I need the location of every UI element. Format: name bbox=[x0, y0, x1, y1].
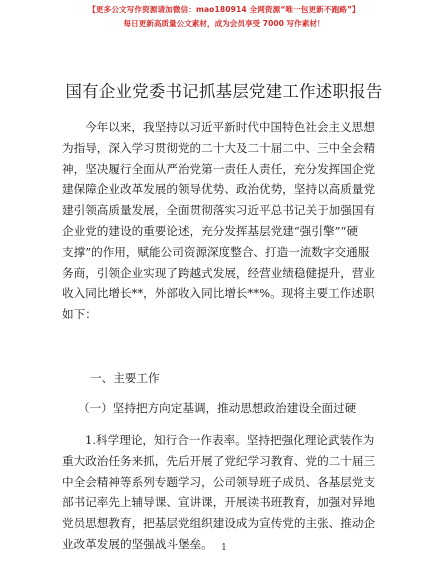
promo-banner bbox=[0, 4, 448, 30]
intro-line: 如下： bbox=[62, 307, 97, 322]
intro-line: 为指导，深入学习贯彻党的二十大及二十届二中、三中全会精 bbox=[62, 140, 376, 155]
paragraph-line: 业改革发展的坚强战斗堡垒。 bbox=[62, 536, 213, 551]
section-heading: 一、主要工作 bbox=[90, 371, 160, 385]
paragraph-line: 党员思想教育，把基层党组织建设成为宣传党的主张、推动企 bbox=[62, 516, 376, 531]
intro-paragraph bbox=[62, 117, 390, 325]
paragraph-line: 重大政治任务来抓，先后开展了党纪学习教育、党的二十届三 bbox=[62, 453, 376, 468]
page-number: 1 bbox=[221, 543, 227, 553]
intro-line: 今年以来，我坚持以习近平新时代中国特色社会主义思想 bbox=[85, 120, 375, 134]
science-theory-paragraph bbox=[62, 430, 390, 555]
paragraph-line: 中全会精神等系列专题学习，公司领导班子成员、各基层党支 bbox=[62, 474, 376, 489]
paragraph-line: 1.科学理论，知行合一作表率。坚持把强化理论武装作为 bbox=[85, 433, 375, 447]
intro-line: 收入同比增长**，外部收入同比增长**%。现将主要工作述职 bbox=[62, 286, 375, 301]
intro-line: 务商，引领企业实现了跨越式发展，经营业绩稳健提升，营业 bbox=[62, 265, 376, 280]
intro-line: 支撑”的作用，赋能公司资源深度整合、打造一流数字交通服 bbox=[62, 244, 370, 259]
promo-banner-line-1: 【更多公文写作资源请加微信：mao180914 全网资源“唯一包更新不跑路”】 bbox=[88, 5, 360, 14]
intro-line: 建保障企业改革发展的领导优势、政治优势，坚持以高质量党 bbox=[62, 182, 376, 197]
intro-line: 建引领高质量发展，全面贯彻落实习近平总书记关于加强国有 bbox=[62, 203, 376, 218]
paragraph-line: 部书记率先上辅导课、宣讲课，开展读书班教育，加强对异地 bbox=[62, 495, 376, 510]
intro-line: 企业党的建设的重要论述，充分发挥基层党建“强引擎”“硬 bbox=[62, 223, 359, 238]
promo-banner-line-2: 每日更新高质量公文素材，成为会员享受 7000 写作素材！ bbox=[123, 19, 325, 28]
document-title: 国有企业党委书记抓基层党建工作述职报告 bbox=[65, 82, 383, 101]
intro-line: 神，坚决履行全面从严治党第一责任人责任，充分发挥国企党 bbox=[62, 161, 376, 176]
subsection-heading: （一）坚持把方向定基调，推动思想政治建设全面过硬 bbox=[78, 401, 357, 415]
